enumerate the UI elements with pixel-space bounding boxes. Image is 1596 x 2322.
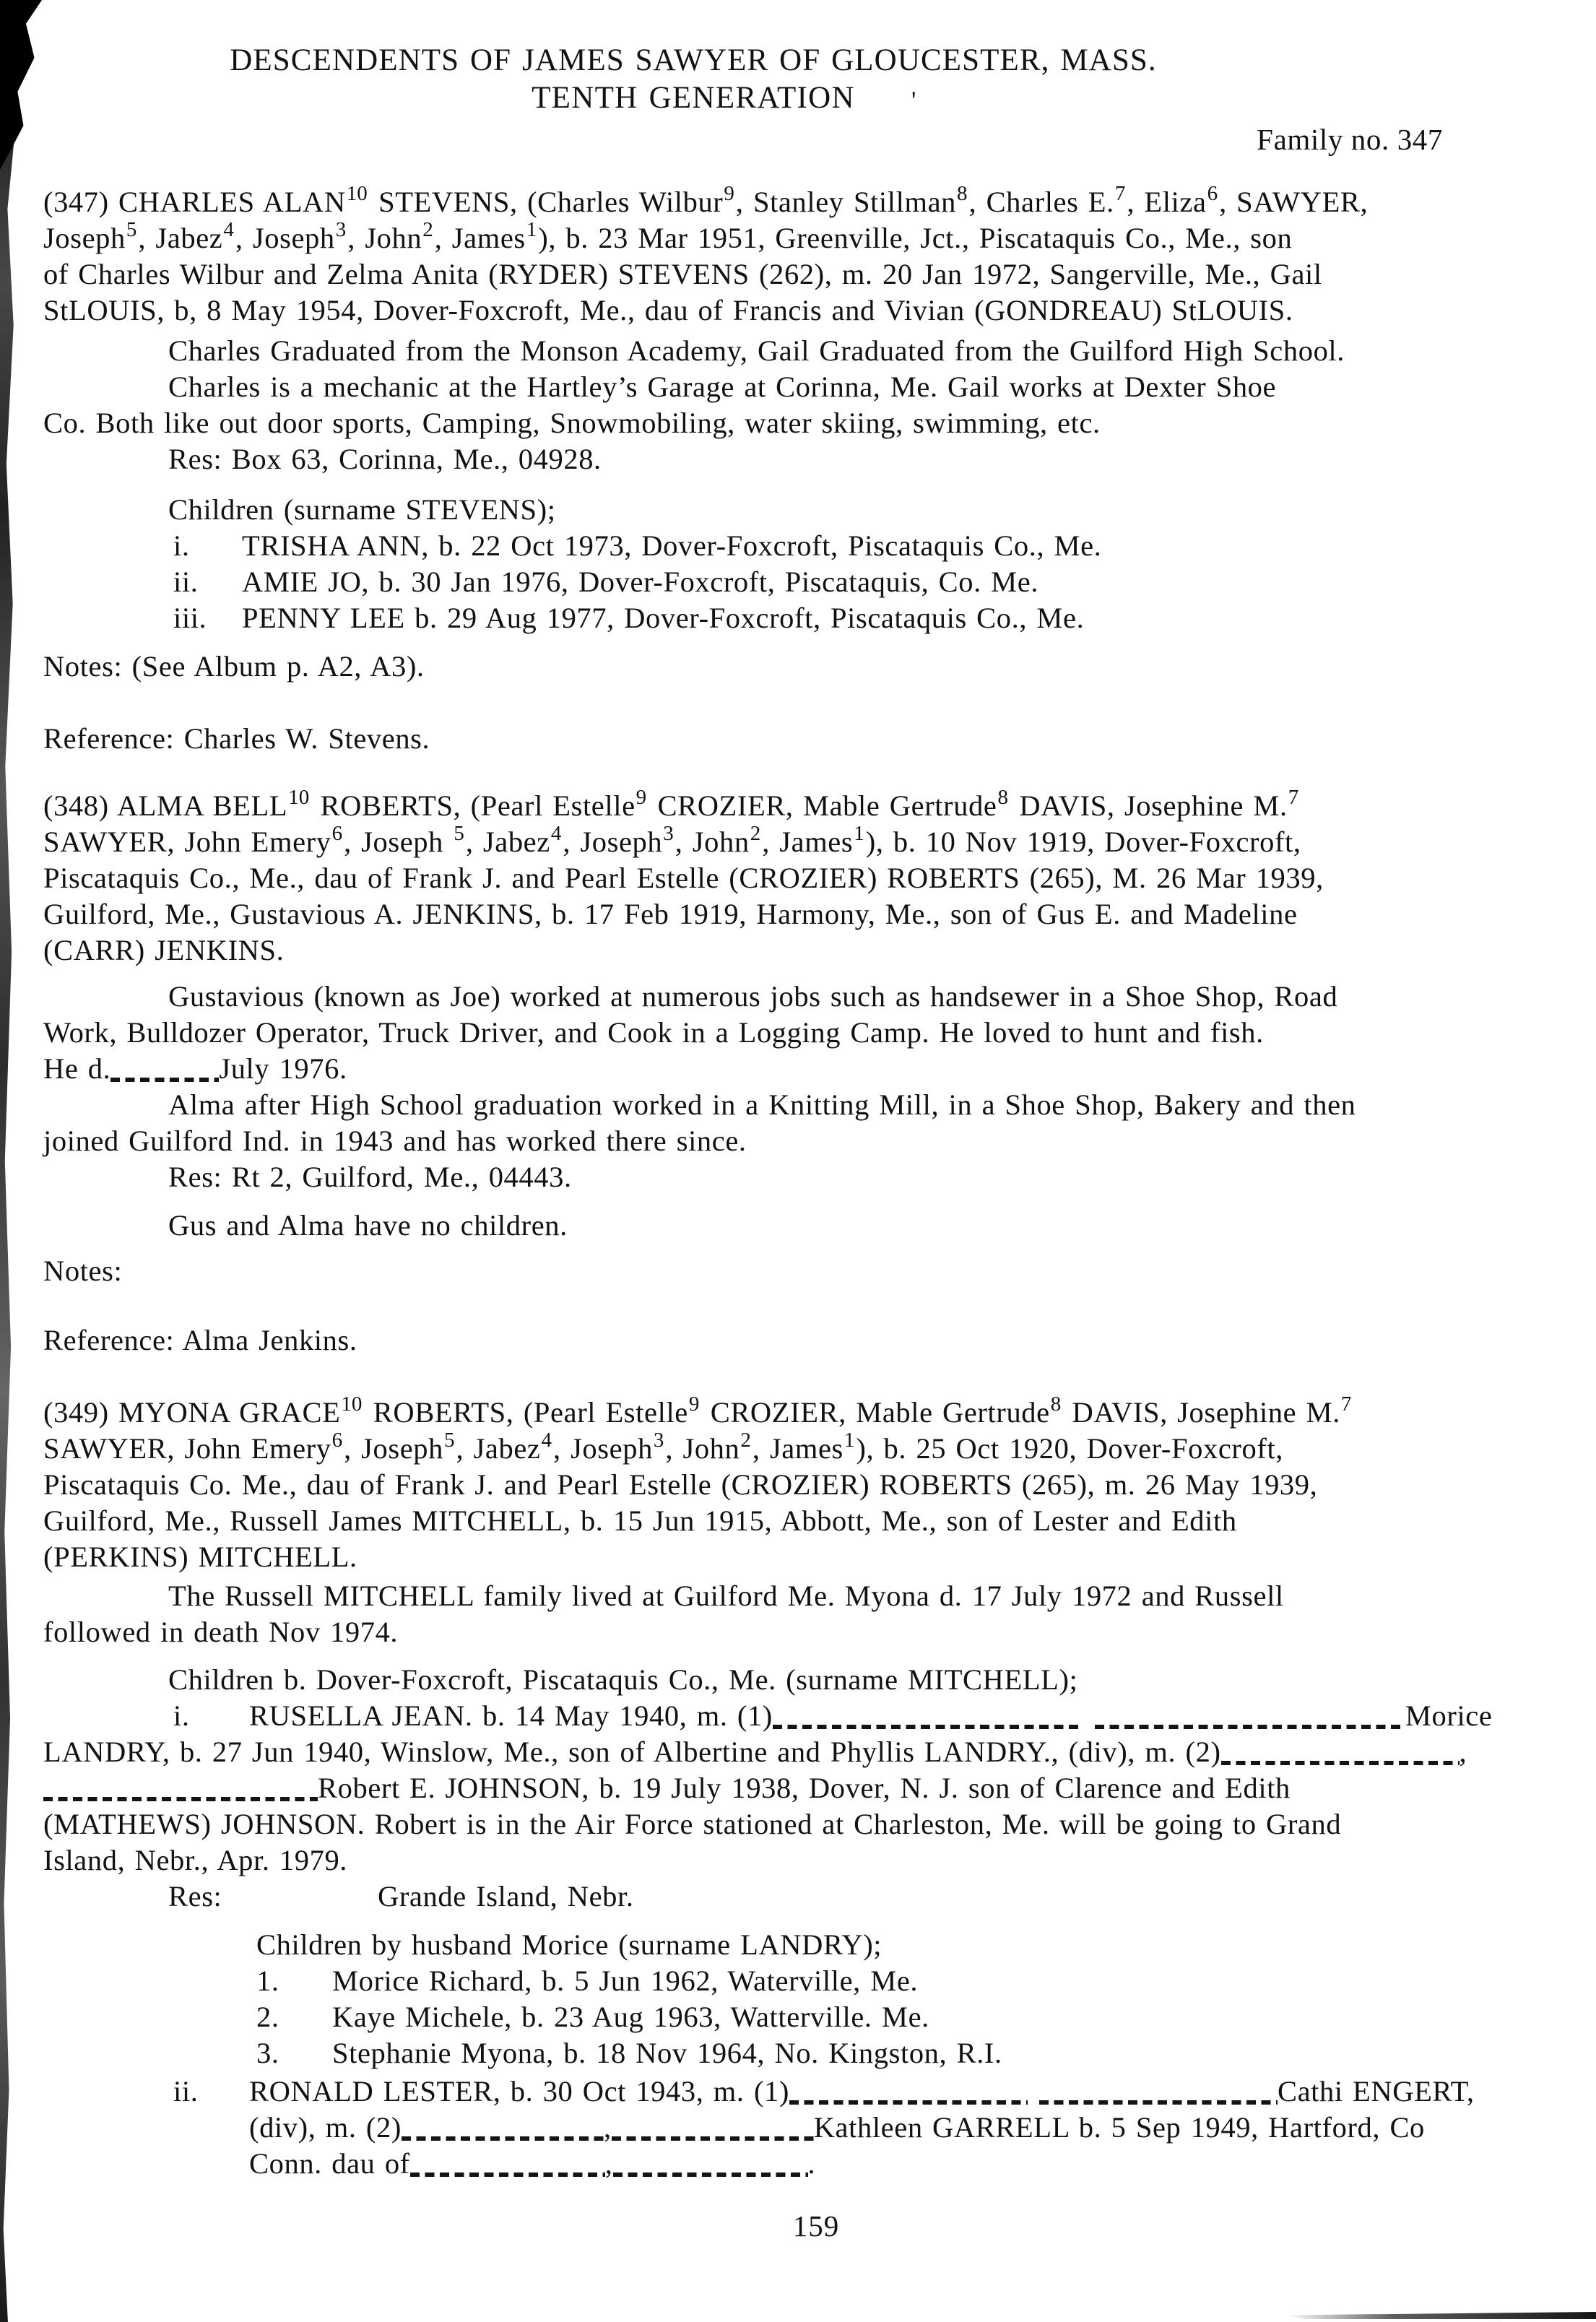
doc-line <box>43 220 1596 256</box>
generation-superscript: 5 <box>126 218 137 241</box>
text-segment: , Stanley Stillman <box>735 186 957 218</box>
text-segment: Alma after High School graduation worked in a Knitting Mill, in a Shoe Shop, Bakery and then <box>168 1088 1356 1121</box>
generation-superscript: 9 <box>636 786 647 809</box>
blank-fill-line <box>1039 2100 1278 2105</box>
text-segment: Piscataquis Co., Me., dau of Frank J. and Pearl Estelle (CROZIER) ROBERTS (265), M. 26 Mar 1939, <box>43 862 1324 894</box>
doc-line <box>168 1087 1596 1123</box>
text-segment: , Jabez <box>465 826 550 858</box>
doc-line <box>43 1842 1596 1879</box>
text-segment: 1. <box>256 1964 279 1997</box>
blank-fill-line <box>1221 1761 1460 1765</box>
text-segment: ii. <box>173 566 199 598</box>
text-segment: (347) CHARLES ALAN <box>43 186 346 218</box>
doc-line <box>256 2035 1596 2071</box>
text-segment: , <box>603 2111 612 2144</box>
text-segment: TRISHA ANN, b. 22 Oct 1973, Dover-Foxcroft, Piscataquis Co., Me. <box>242 529 1102 562</box>
doc-line <box>43 721 1596 757</box>
doc-line <box>43 293 1596 329</box>
text-segment: . <box>807 2147 816 2180</box>
generation-superscript: 5 <box>444 1429 455 1452</box>
text-segment: DAVIS, Josephine M. <box>1010 789 1288 822</box>
text-segment: Children by husband Morice (surname LANDRY); <box>256 1928 882 1961</box>
text-segment: Reference: Charles W. Stevens. <box>43 722 430 755</box>
text-segment: 2. <box>256 2001 279 2033</box>
doc-line <box>168 441 1596 477</box>
generation-superscript: 9 <box>688 1392 700 1416</box>
generation-superscript: 4 <box>541 1429 552 1452</box>
page-footer <box>0 2209 1596 2243</box>
text-segment: (CARR) JENKINS. <box>43 934 285 966</box>
text-segment: Morice <box>1405 1699 1493 1732</box>
doc-line <box>168 492 1596 528</box>
text-segment: Stephanie Myona, b. 18 Nov 1964, No. Kingston, R.I. <box>332 2037 1002 2069</box>
text-segment: CROZIER, Mable Gertrude <box>701 1396 1050 1429</box>
text-segment: Morice Richard, b. 5 Jun 1962, Waterville, Me. <box>332 1964 919 1997</box>
text-segment: Res: Rt 2, Guilford, Me., 04443. <box>168 1161 572 1193</box>
doc-line <box>256 1927 1596 1963</box>
doc-line <box>168 1879 1596 1915</box>
text-segment: RONALD LESTER, b. 30 Oct 1943, m. (1) <box>249 2075 789 2107</box>
text-segment: , <box>1459 1736 1467 1768</box>
text-segment: Guilford, Me., Russell James MITCHELL, b. 15 Jun 1915, Abbott, Me., son of Lester and Edith <box>43 1504 1237 1537</box>
doc-line <box>43 649 1596 685</box>
generation-superscript: 7 <box>1114 182 1126 205</box>
doc-line <box>43 1392 1596 1431</box>
text-segment: RUSELLA JEAN. b. 14 May 1940, m. (1) <box>249 1699 773 1732</box>
doc-line <box>43 1431 1596 1467</box>
text-segment: ), b. 25 Oct 1920, Dover-Foxcroft, <box>856 1432 1284 1465</box>
text-segment: PENNY LEE b. 29 Aug 1977, Dover-Foxcroft, Piscataquis Co., Me. <box>242 602 1085 634</box>
text-segment: STEVENS, (Charles Wilbur <box>368 186 724 218</box>
text-segment: The Russell MITCHELL family lived at Guilford Me. Myona d. 17 July 1972 and Russell <box>168 1580 1284 1612</box>
generation-superscript: 8 <box>1050 1392 1062 1416</box>
doc-line <box>249 2110 1596 2146</box>
page-header <box>0 0 1596 157</box>
doc-line <box>173 528 1596 564</box>
doc-line <box>168 1208 1596 1244</box>
scan-streak-artifact <box>1285 2312 1596 2319</box>
text-segment: Res: Box 63, Corinna, Me., 04928. <box>168 443 602 475</box>
generation-superscript: 4 <box>550 822 562 845</box>
doc-line <box>43 1734 1596 1770</box>
text-segment: (349) MYONA GRACE <box>43 1396 341 1429</box>
text-segment: , John <box>665 1432 740 1465</box>
text-segment: of Charles Wilbur and Zelma Anita (RYDER) STEVENS (262), m. 20 Jan 1972, Sangerville, Me., Gail <box>43 258 1322 290</box>
blank-fill-line <box>410 2172 605 2177</box>
text-segment: Children (surname STEVENS); <box>168 493 556 526</box>
text-segment: LANDRY, b. 27 Jun 1940, Winslow, Me., son of Albertine and Phyllis LANDRY., (div), m. (2) <box>43 1736 1221 1768</box>
generation-superscript: 3 <box>653 1429 664 1452</box>
text-segment: SAWYER, John Emery <box>43 1432 331 1465</box>
generation-superscript: 8 <box>997 786 1008 809</box>
text-segment: Island, Nebr., Apr. 1979. <box>43 1844 348 1876</box>
doc-line <box>43 788 1596 824</box>
generation-superscript: 2 <box>422 218 433 241</box>
generation-superscript: 1 <box>526 218 537 241</box>
text-segment: ROBERTS, (Pearl Estelle <box>363 1396 688 1429</box>
text-segment: , Jabez <box>138 222 223 254</box>
doc-line <box>173 2074 1596 2110</box>
doc-line <box>43 1539 1596 1575</box>
generation-superscript: 3 <box>335 218 347 241</box>
text-segment: Reference: Alma Jenkins. <box>43 1324 357 1356</box>
blank-fill-line <box>612 2136 814 2141</box>
text-segment: , James <box>762 826 854 858</box>
blank-fill-line <box>1095 1725 1405 1729</box>
text-segment: , James <box>434 222 526 254</box>
text-segment: July 1976. <box>219 1052 347 1085</box>
generation-superscript: 10 <box>346 182 368 205</box>
text-segment: Kaye Michele, b. 23 Aug 1963, Watterville. Me. <box>332 2001 929 2033</box>
text-segment: i. <box>173 529 190 562</box>
generation-superscript: 6 <box>331 822 343 845</box>
text-segment: He d. <box>43 1052 111 1085</box>
stray-mark: ' <box>911 86 916 115</box>
text-segment: i. <box>173 1699 190 1732</box>
text-segment: ), b. 23 Mar 1951, Greenville, Jct., Piscataquis Co., Me., son <box>538 222 1293 254</box>
text-segment: Notes: (See Album p. A2, A3). <box>43 650 425 683</box>
text-segment: Co. Both like out door sports, Camping, Snowmobiling, water skiing, swimming, etc. <box>43 407 1101 439</box>
text-segment: Gustavious (known as Joe) worked at numerous jobs such as handsewer in a Shoe Shop, Road <box>168 980 1338 1013</box>
generation-superscript: 8 <box>957 182 968 205</box>
text-segment: iii. <box>173 602 207 634</box>
doc-line <box>43 1806 1596 1842</box>
text-segment: CROZIER, Mable Gertrude <box>648 789 997 822</box>
text-segment: AMIE JO, b. 30 Jan 1976, Dover-Foxcroft, Piscataquis, Co. Me. <box>242 566 1039 598</box>
doc-line <box>43 1123 1596 1159</box>
text-segment: 3. <box>256 2037 279 2069</box>
doc-line <box>43 1253 1596 1289</box>
text-segment: joined Guilford Ind. in 1943 and has worked there since. <box>43 1125 747 1157</box>
blank-fill-line <box>110 1078 219 1082</box>
text-segment: Work, Bulldozer Operator, Truck Driver, and Cook in a Logging Camp. He loved to hunt and fish. <box>43 1016 1264 1049</box>
text-segment: ), b. 10 Nov 1919, Dover-Foxcroft, <box>865 826 1301 858</box>
generation-superscript: 1 <box>843 1429 855 1452</box>
blank-fill-line <box>789 2100 1028 2105</box>
generation-superscript: 2 <box>740 1429 751 1452</box>
text-segment: (div), m. (2) <box>249 2111 402 2144</box>
text-segment: Grande Island, Nebr. <box>378 1880 634 1912</box>
doc-line <box>256 1963 1596 1999</box>
page-subtitle: TENTH GENERATION <box>532 81 855 115</box>
text-segment: (MATHEWS) JOHNSON. Robert is in the Air Force stationed at Charleston, Me. will be going to Grand <box>43 1808 1342 1840</box>
generation-superscript: 5 <box>454 822 464 845</box>
doc-line <box>168 369 1596 405</box>
text-segment: ii. <box>173 2075 199 2107</box>
page-title: DESCENDENTS OF JAMES SAWYER OF GLOUCESTER, MASS. <box>230 43 1157 77</box>
text-segment: SAWYER, John Emery <box>43 826 331 858</box>
generation-superscript: 6 <box>1207 182 1218 205</box>
text-segment: (PERKINS) MITCHELL. <box>43 1541 357 1573</box>
text-segment: Joseph <box>43 222 126 254</box>
text-segment: ROBERTS, (Pearl Estelle <box>311 789 636 822</box>
page-number: 159 <box>792 2209 840 2243</box>
text-segment: , Jabez <box>456 1432 541 1465</box>
generation-superscript: 1 <box>854 822 864 845</box>
blank-fill-line <box>43 1797 318 1801</box>
blank-fill-line <box>773 1725 1083 1729</box>
text-segment: , Joseph <box>235 222 335 254</box>
doc-line <box>168 979 1596 1015</box>
doc-line <box>43 824 1596 860</box>
text-segment: Cathi ENGERT, <box>1277 2075 1475 2107</box>
doc-line <box>43 896 1596 932</box>
text-segment: , Joseph <box>344 826 454 858</box>
text-segment: , SAWYER, <box>1219 186 1369 218</box>
text-segment: followed in death Nov 1974. <box>43 1616 399 1648</box>
text-segment: , Eliza <box>1127 186 1207 218</box>
blank-fill-line <box>613 2172 808 2177</box>
text-segment: Guilford, Me., Gustavious A. JENKINS, b. 17 Feb 1919, Harmony, Me., son of Gus E. and Madeline <box>43 898 1298 930</box>
text-segment: StLOUIS, b, 8 May 1954, Dover-Foxcroft, Me., dau of Francis and Vivian (GONDREAU) StLOUIS. <box>43 294 1293 326</box>
doc-line <box>168 1662 1596 1698</box>
doc-line <box>43 1770 1596 1806</box>
text-segment: , <box>604 2147 613 2180</box>
doc-line <box>173 564 1596 600</box>
doc-line <box>173 1698 1596 1734</box>
generation-superscript: 2 <box>750 822 761 845</box>
text-segment: , Joseph <box>553 1432 653 1465</box>
text-segment: Kathleen GARRELL b. 5 Sep 1949, Hartford, Co <box>813 2111 1425 2144</box>
doc-line <box>43 256 1596 293</box>
text-segment: Children b. Dover-Foxcroft, Piscataquis Co., Me. (surname MITCHELL); <box>168 1663 1078 1696</box>
blank-fill-line <box>402 2136 604 2141</box>
generation-superscript: 9 <box>724 182 734 205</box>
text-segment: DAVIS, Josephine M. <box>1062 1396 1340 1429</box>
doc-line <box>43 1467 1596 1503</box>
text-segment: Gus and Alma have no children. <box>168 1209 568 1242</box>
family-number: Family no. 347 <box>1257 123 1443 156</box>
generation-superscript: 10 <box>341 1392 363 1416</box>
doc-line <box>43 405 1596 441</box>
doc-line <box>173 600 1596 636</box>
doc-line <box>43 1015 1596 1051</box>
text-segment: , James <box>752 1432 843 1465</box>
text-segment: Charles Graduated from the Monson Academy, Gail Graduated from the Guilford High School. <box>168 334 1345 367</box>
text-segment: , Joseph <box>344 1432 444 1465</box>
text-segment: Robert E. JOHNSON, b. 19 July 1938, Dover, N. J. son of Clarence and Edith <box>318 1772 1291 1804</box>
doc-line <box>43 1051 1596 1087</box>
doc-line <box>43 1322 1596 1359</box>
text-segment: , Charles E. <box>968 186 1114 218</box>
document-body <box>0 184 1596 2182</box>
text-segment: Piscataquis Co. Me., dau of Frank J. and Pearl Estelle (CROZIER) ROBERTS (265), m. 26 May 1939, <box>43 1468 1318 1501</box>
doc-line <box>249 2146 1596 2182</box>
text-segment: , Joseph <box>563 826 663 858</box>
text-segment: (348) ALMA BELL <box>43 789 288 822</box>
text-segment: , John <box>347 222 422 254</box>
doc-line <box>43 932 1596 969</box>
doc-line <box>256 1999 1596 2035</box>
text-segment: , John <box>675 826 750 858</box>
generation-superscript: 4 <box>223 218 234 241</box>
text-segment: Notes: <box>43 1255 123 1287</box>
generation-superscript: 7 <box>1340 1392 1352 1416</box>
doc-line <box>43 184 1596 220</box>
doc-line <box>168 333 1596 369</box>
doc-line <box>43 1503 1596 1539</box>
doc-line <box>43 860 1596 896</box>
doc-line <box>168 1159 1596 1195</box>
generation-superscript: 7 <box>1288 786 1299 809</box>
text-segment: Charles is a mechanic at the Hartley’s Garage at Corinna, Me. Gail works at Dexter Shoe <box>168 371 1277 403</box>
generation-superscript: 3 <box>663 822 674 845</box>
text-segment: Conn. dau of <box>249 2147 410 2180</box>
doc-line <box>43 1614 1596 1650</box>
doc-line <box>168 1578 1596 1614</box>
generation-superscript: 10 <box>288 786 310 809</box>
generation-superscript: 6 <box>331 1429 343 1452</box>
text-segment: Res: <box>168 1880 222 1912</box>
